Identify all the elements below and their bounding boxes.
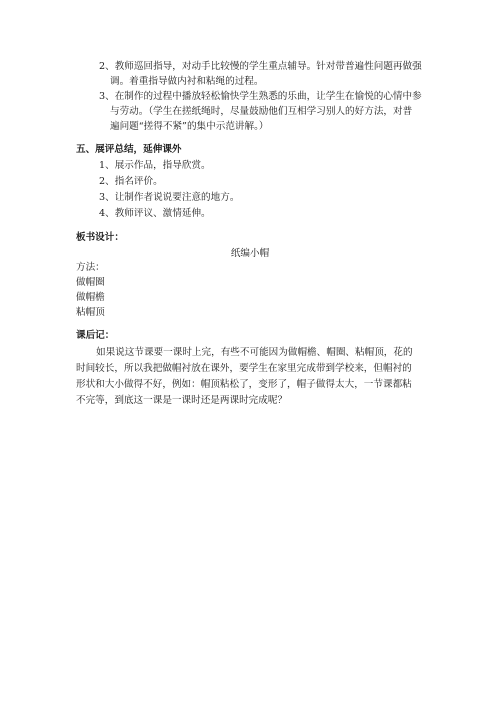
board-title: 纸编小帽 [230,248,270,259]
notes-line-4: 不完等，到底这一课是一课时还是两课时完成呢？ [76,395,288,406]
board-line-method: 方法： [76,262,105,273]
list-item-2-line-2: 调。着重指导做内衬和粘绳的过程。 [110,76,264,87]
notes-heading: 课后记： [76,330,115,341]
notes-line-1: 如果说这节课要一课时上完，有些不可能因为做帽檐、帽圈、粘帽顶，花的 [96,347,413,358]
notes-line-2: 时间较长，所以我把做帽衬放在课外，要学生在家里完成带到学校来，但帽衬的 [76,363,412,374]
board-line-1: 做帽圈 [76,277,105,288]
section-5-item-3: 3、让制作者说说要注意的地方。 [99,192,240,203]
board-line-2: 做帽檐 [76,292,105,303]
section-5-item-4: 4、教师评议、激情延伸。 [99,208,211,219]
list-item-3-line-1: 3、在制作的过程中播放轻松愉快学生熟悉的乐曲，让学生在愉悦的心情中参 [99,91,422,102]
section-5-item-1: 1、展示作品，指导欣赏。 [99,160,211,171]
list-item-2-line-1: 2、教师巡回指导，对动手比较慢的学生重点辅导。针对带普遍性问题再做强 [99,61,422,72]
list-item-3-line-3: 遍问题“搓得不紧”的集中示范讲解。） [110,121,269,132]
notes-line-3: 形状和大小做得不好，例如：帽顶粘松了，变形了，帽子做得太大，一节课都粘 [76,379,412,390]
board-heading: 板书设计： [76,232,124,243]
section-5-heading: 五、展评总结，延伸课外 [76,144,182,155]
list-item-3-line-2: 与劳动。（学生在搓纸绳时，尽量鼓励他们互相学习别人的好方法，对普 [110,106,413,117]
board-line-3: 粘帽顶 [76,307,105,318]
section-5-item-2: 2、指名评价。 [99,176,163,187]
